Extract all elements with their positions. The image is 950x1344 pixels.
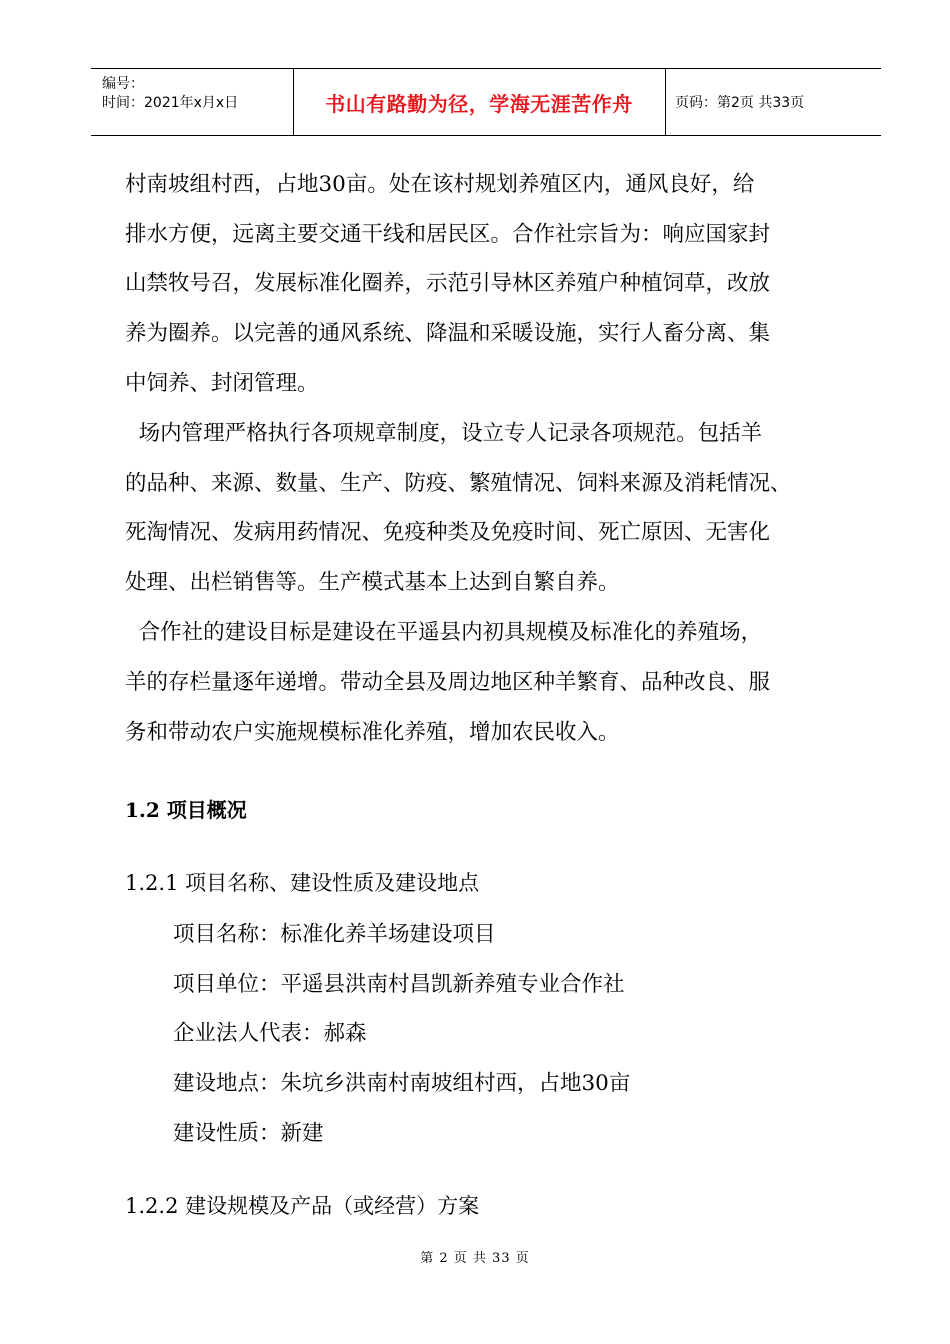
header-motto: 书山有路勤为径，学海无涯苦作舟 <box>293 69 666 135</box>
paragraph-2-line-2: 的品种、来源、数量、生产、防疫、繁殖情况、饲料来源及消耗情况、 <box>125 471 792 496</box>
paragraph-3-line-3: 务和带动农户实施规模标准化养殖，增加农民收入。 <box>125 720 620 745</box>
sub-heading-1-2-1: 1.2.1 项目名称、建设性质及建设地点 <box>125 871 480 895</box>
paragraph-2-line-3: 死淘情况、发病用药情况、免疫种类及免疫时间、死亡原因、无害化 <box>125 520 771 545</box>
paragraph-3-line-2: 羊的存栏量逐年递增。带动全县及周边地区种羊繁育、品种改良、服 <box>125 670 771 695</box>
document-number-label: 编号： <box>102 76 144 92</box>
paragraph-1-line-1: 村南坡组村西，占地30亩。处在该村规划养殖区内，通风良好，给 <box>125 172 755 197</box>
header-page-info: 页码：第2页 共33页 <box>675 95 805 111</box>
paragraph-1-line-2: 排水方便，远离主要交通干线和居民区。合作社宗旨为：响应国家封 <box>125 222 771 247</box>
paragraph-1-line-5: 中饲养、封闭管理。 <box>125 371 319 396</box>
detail-project-unit: 项目单位：平遥县洪南村昌凯新养殖专业合作社 <box>173 972 625 997</box>
paragraph-1-line-4: 养为圈养。以完善的通风系统、降温和采暖设施，实行人畜分离、集 <box>125 321 771 346</box>
page-footer: 第 2 页 共 33 页 <box>420 1251 530 1266</box>
document-time-label: 时间：2021年x月x日 <box>102 95 239 111</box>
section-heading-1-2: 1.2 项目概况 <box>125 798 247 822</box>
paragraph-2-line-4: 处理、出栏销售等。生产模式基本上达到自繁自养。 <box>125 570 620 595</box>
header-meta-cell <box>91 69 294 135</box>
document-header <box>91 68 881 136</box>
sub-heading-1-2-2: 1.2.2 建设规模及产品（或经营）方案 <box>125 1194 480 1218</box>
paragraph-3-line-1: 合作社的建设目标是建设在平遥县内初具规模及标准化的养殖场， <box>125 620 763 645</box>
paragraph-1-line-3: 山禁牧号召，发展标准化圈养，示范引导林区养殖户种植饲草，改放 <box>125 271 771 296</box>
detail-legal-representative: 企业法人代表：郝森 <box>173 1021 367 1046</box>
detail-nature: 建设性质：新建 <box>173 1121 324 1146</box>
detail-location: 建设地点：朱坑乡洪南村南坡组村西，占地30亩 <box>173 1071 631 1096</box>
detail-project-name: 项目名称：标准化养羊场建设项目 <box>173 922 496 947</box>
paragraph-2-line-1: 场内管理严格执行各项规章制度，设立专人记录各项规范。包括羊 <box>125 421 763 446</box>
